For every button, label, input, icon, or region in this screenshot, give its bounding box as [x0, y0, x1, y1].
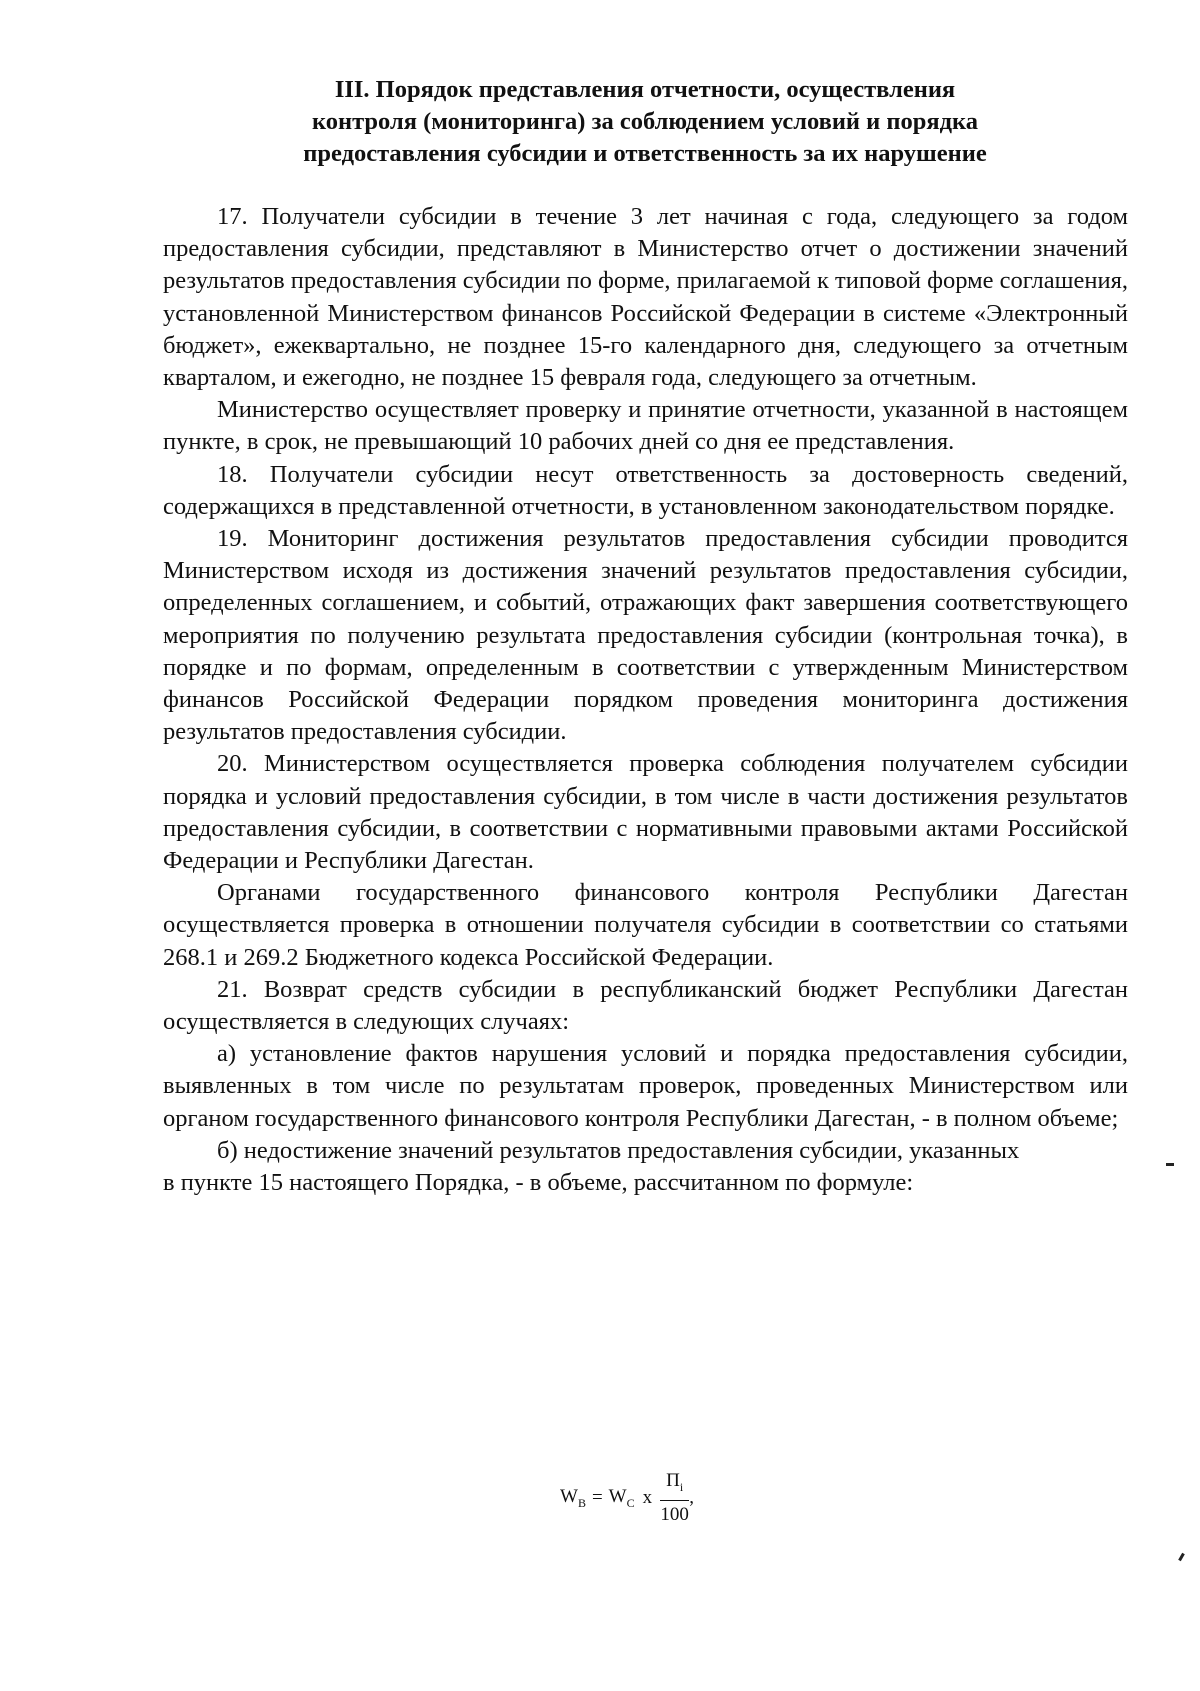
formula-numerator: $П_i$ — [660, 1470, 689, 1501]
paragraph-18: 18. Получатели субсидии несут ответственность за достоверность сведений, содержащихся в представленной отчетности, в установленном законодательством порядке. — [163, 460, 1128, 520]
formula-equals: = — [591, 1487, 603, 1508]
paragraph-19: 19. Мониторинг достижения результатов предоставления субсидии проводится Министерством исходя из достижения значений результатов предоставления субсидии, определенных соглашением, и событий, отражающих факт завершения соответствующего мероприятия по получению результата предоставления субсидии (контрольная точка), в порядке и по формам, определенным в соответствии с утвержденным Министерством финансов Российской Федерации порядком проведения мониторинга достижения результатов предоставления субсидии. — [163, 525, 1128, 746]
scan-artifact-mark — [1166, 1163, 1174, 1166]
paragraph-20-control: Органами государственного финансового контроля Республики Дагестан осуществляется проверка в отношении получателя субсидии в соответствии со статьями 268.1 и 269.2 Бюджетного кодекса Российской Федерации. — [163, 879, 1128, 971]
section-heading — [160, 74, 1130, 170]
paragraph-21-item-b: б) недостижение значений результатов предоставления субсидии, указанных — [217, 1136, 1020, 1164]
heading-line-3: предоставления субсидии и ответственность за их нарушение — [303, 140, 987, 167]
paragraph-21-item-b-continued: в пункте 15 настоящего Порядка, - в объеме, рассчитанном по формуле: — [163, 1169, 914, 1197]
paragraph-21-item-a: а) установление фактов нарушения условий и порядка предоставления субсидии, выявленных в том числе по результатам проверок, проведенных Министерством или органом государственного финансового контроля Республики Дагестан, - в полном объеме; — [163, 1040, 1128, 1132]
paragraph-17-verification: Министерство осуществляет проверку и принятие отчетности, указанной в настоящем пункте, в срок, не превышающий 10 рабочих дней со дня ее представления. — [163, 396, 1128, 456]
heading-line-2: контроля (мониторинга) за соблюдением условий и порядка — [311, 108, 979, 135]
formula-denominator: 100 — [660, 1503, 689, 1525]
paragraph-17: 17. Получатели субсидии в течение 3 лет начиная с года, следующего за годом предоставления субсидии, представляют в Министерство отчет о достижении значений результатов предоставления субсидии по форме, прилагаемой к типовой форме соглашения, установленной Министерством финансов Российской Федерации в системе «Электронный бюджет», ежеквартально, не позднее 15-го календарного дня, следующего за отчетным кварталом, и ежегодно, не позднее 15 февраля года, следующего за отчетным. — [163, 203, 1128, 392]
heading-line-1: III. Порядок представления отчетности, осуществления — [334, 76, 956, 103]
formula-times: x — [642, 1487, 653, 1508]
scan-artifact-mark — [1178, 1553, 1185, 1561]
refund-formula — [560, 1468, 780, 1528]
document-body — [163, 201, 1128, 1199]
formula-lhs: $W_В$ — [560, 1485, 586, 1510]
formula-w: $W_С$ — [608, 1485, 635, 1510]
paragraph-20: 20. Министерством осуществляется проверка соблюдения получателем субсидии порядка и условий предоставления субсидии, в том числе в части достижения результатов предоставления субсидии, в соответствии с нормативными правовыми актами Российской Федерации и Республики Дагестан. — [163, 750, 1128, 875]
formula-fraction — [660, 1470, 689, 1526]
paragraph-21: 21. Возврат средств субсидии в республиканский бюджет Республики Дагестан осуществляется в следующих случаях: — [163, 975, 1128, 1036]
formula-comma: , — [689, 1487, 694, 1508]
